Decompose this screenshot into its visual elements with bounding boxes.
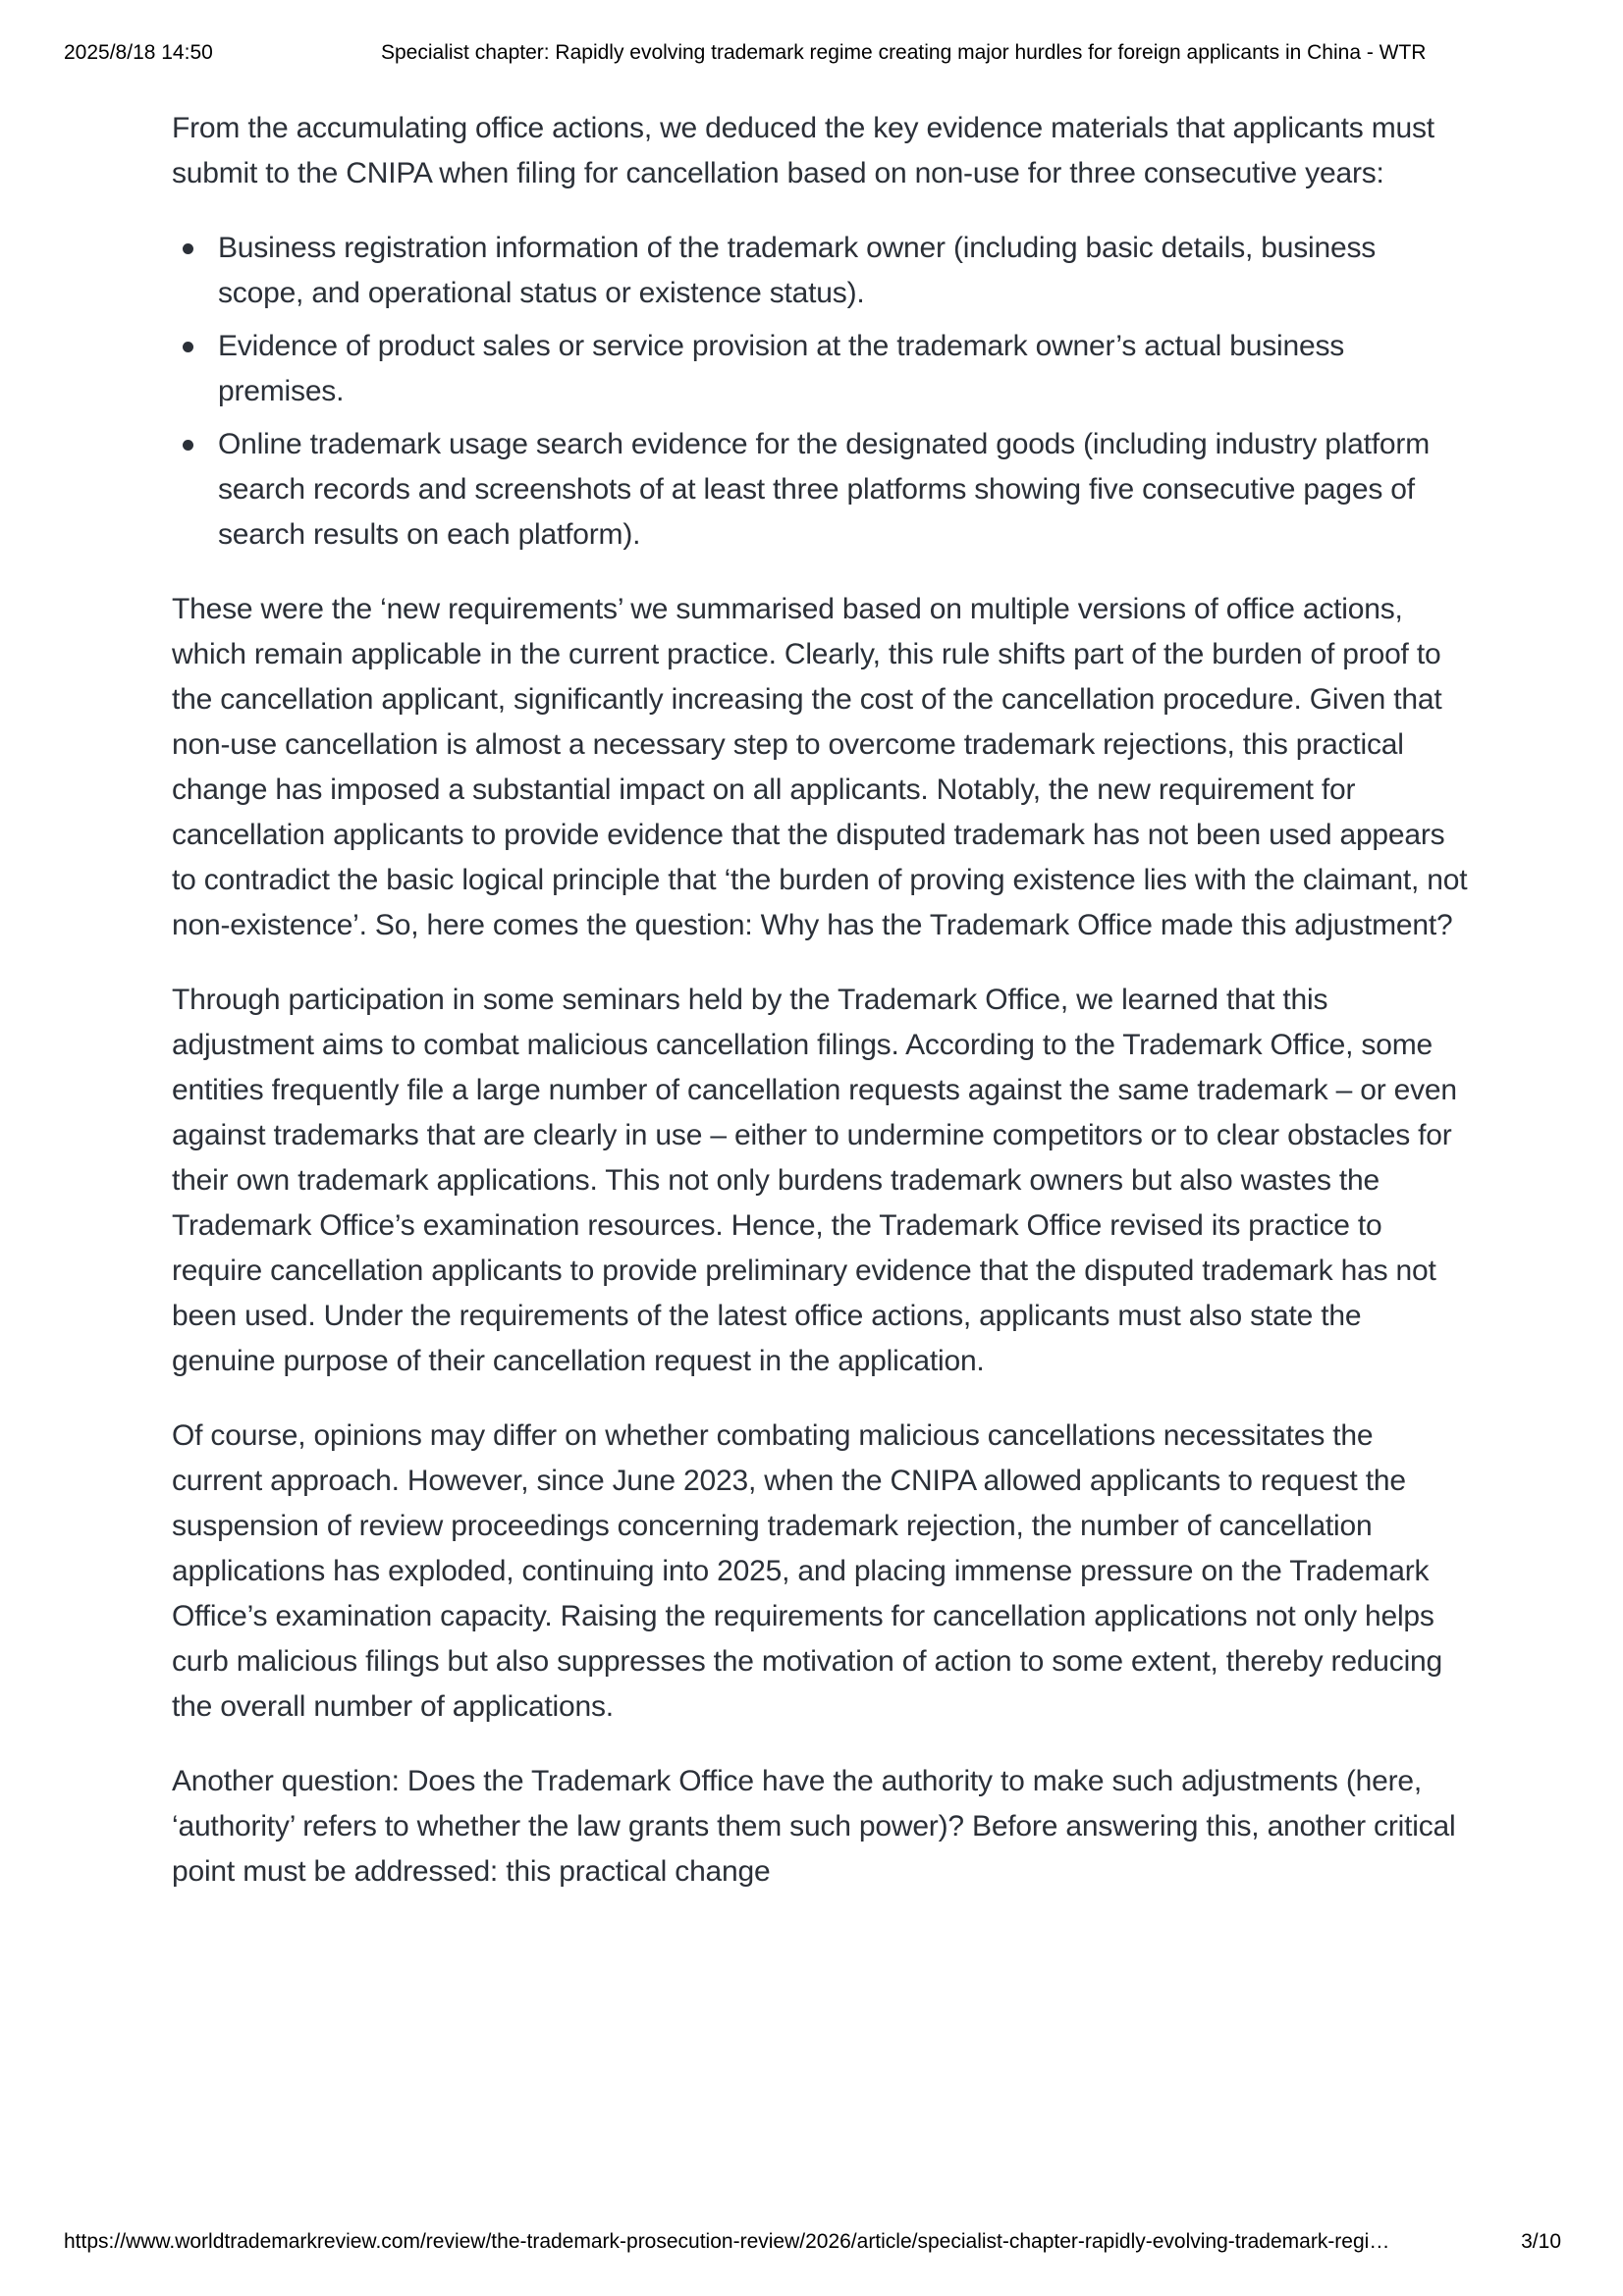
body-paragraph-seminars: Through participation in some seminars held by the Trademark Office, we learned that this adjustment aims to combat malicious cancellation filings. According to the Trademark Office, some entities frequently file a large number of cancellation requests against the same trademark – or even against trademarks that are clearly in use – either to undermine competitors or to clear obstacles for their own trademark applications. This not only burdens trademark owners but also wastes the Trademark Office’s examination resources. Hence, the Trademark Office revised its practice to require cancellation applicants to provide preliminary evidence that the disputed trademark has not been used. Under the requirements of the latest office actions, applicants must also state the genuine purpose of their cancellation request in the application.: [172, 984, 1457, 1377]
bullet-icon: [183, 243, 193, 254]
list-item-text: Online trademark usage search evidence for the designated goods (including industry platform search records and screenshots of at least three platforms showing five consecutive pages of search results on each platform).: [218, 428, 1430, 551]
body-paragraph-another-question: Another question: Does the Trademark Office have the authority to make such adjustments (here, ‘authority’ refers to whether the law grants them such power)? Before answering this, another critical point must be addressed: this practical change: [172, 1765, 1456, 1888]
requirements-list: [172, 226, 1468, 558]
print-header-title: Specialist chapter: Rapidly evolving trademark regime creating major hurdles for foreign applicants in China - WTR: [381, 41, 1427, 64]
intro-paragraph: From the accumulating office actions, we deduced the key evidence materials that applicants must submit to the CNIPA when filing for cancellation based on non-use for three consecutive years:: [172, 112, 1434, 189]
bullet-icon: [183, 440, 193, 451]
body-paragraph-opinions: Of course, opinions may differ on whether combating malicious cancellations necessitates the current approach. However, since June 2023, when the CNIPA allowed applicants to request the suspension of review proceedings concerning trademark rejection, the number of cancellation applications has exploded, continuing into 2025, and placing immense pressure on the Trademark Office’s examination capacity. Raising the requirements for cancellation applications not only helps curb malicious filings but also suppresses the motivation of action to some extent, thereby reducing the overall number of applications.: [172, 1419, 1443, 1723]
list-item: [172, 422, 1468, 558]
print-header-datetime: 2025/8/18 14:50: [64, 41, 213, 64]
list-item: [172, 324, 1468, 414]
body-paragraph-new-requirements: These were the ‘new requirements’ we summarised based on multiple versions of office actions, which remain applicable in the current practice. Clearly, this rule shifts part of the burden of proof to the cancellation applicant, significantly increasing the cost of the cancellation procedure. Given that non-use cancellation is almost a necessary step to overcome trademark rejections, this practical change has imposed a substantial impact on all applicants. Notably, the new requirement for cancellation applicants to provide evidence that the disputed trademark has not been used appears to contradict the basic logical principle that ‘the burden of proving existence lies with the claimant, not non-existence’. So, here comes the question: Why has the Trademark Office made this adjustment?: [172, 593, 1468, 941]
list-item-text: Evidence of product sales or service provision at the trademark owner’s actual business premises.: [218, 330, 1345, 407]
print-footer-url: https://www.worldtrademarkreview.com/review/the-trademark-prosecution-review/2026/article/specialist-chapter-rapidly-evolving-trademark-regi…: [64, 2230, 1390, 2253]
list-item-text: Business registration information of the trademark owner (including basic details, business scope, and operational status or existence status).: [218, 232, 1377, 309]
print-footer-page-number: 3/10: [1521, 2230, 1561, 2253]
list-item: [172, 226, 1468, 316]
bullet-icon: [183, 342, 193, 352]
article-content: [172, 106, 1468, 1924]
